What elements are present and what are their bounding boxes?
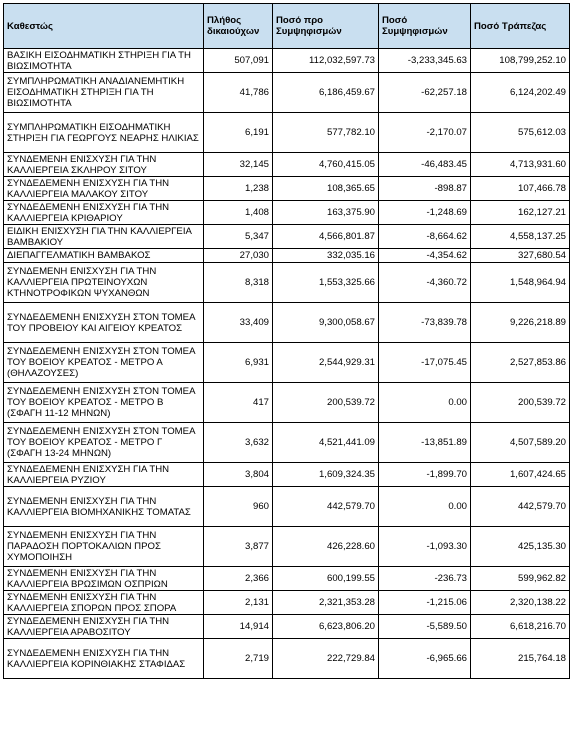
cell-offset-amount: -8,664.62 bbox=[379, 225, 471, 249]
table-body bbox=[4, 49, 570, 679]
cell-category: ΣΥΝΔΕΔΕΜΕΝΗ ΕΝΙΣΧΥΣΗ ΣΤΟΝ ΤΟΜΕΑ ΤΟΥ ΠΡΟΒΕΙΟΥ ΚΑΙ ΑΙΓΕΙΟΥ ΚΡΕΑΤΟΣ bbox=[4, 303, 204, 343]
cell-offset-amount: 0.00 bbox=[379, 383, 471, 423]
cell-beneficiaries: 14,914 bbox=[204, 615, 273, 639]
cell-offset-amount: 0.00 bbox=[379, 487, 471, 527]
payments-table bbox=[3, 3, 570, 679]
table-row bbox=[4, 249, 570, 263]
cell-beneficiaries: 417 bbox=[204, 383, 273, 423]
cell-offset-amount: -1,899.70 bbox=[379, 463, 471, 487]
cell-category: ΣΥΜΠΛΗΡΩΜΑΤΙΚΗ ΑΝΑΔΙΑΝΕΜΗΤΙΚΗ ΕΙΣΟΔΗΜΑΤΙΚΗ ΣΤΗΡΙΞΗ ΓΙΑ ΤΗ ΒΙΩΣΙΜΟΤΗΤΑ bbox=[4, 73, 204, 113]
cell-bank-amount: 4,558,137.25 bbox=[471, 225, 570, 249]
cell-beneficiaries: 2,366 bbox=[204, 567, 273, 591]
cell-amount-before-offset: 200,539.72 bbox=[273, 383, 379, 423]
cell-offset-amount: -3,233,345.63 bbox=[379, 49, 471, 73]
cell-amount-before-offset: 577,782.10 bbox=[273, 113, 379, 153]
cell-beneficiaries: 5,347 bbox=[204, 225, 273, 249]
cell-beneficiaries: 3,632 bbox=[204, 423, 273, 463]
cell-category: ΣΥΝΔΕΔΕΜΕΝΗ ΕΝΙΣΧΥΣΗ ΓΙΑ ΤΗΝ ΚΑΛΛΙΕΡΓΕΙΑ ΚΟΡΙΝΘΙΑΚΗΣ ΣΤΑΦΙΔΑΣ bbox=[4, 639, 204, 679]
cell-amount-before-offset: 1,553,325.66 bbox=[273, 263, 379, 303]
table-row bbox=[4, 177, 570, 201]
table-row bbox=[4, 113, 570, 153]
cell-offset-amount: -1,215.06 bbox=[379, 591, 471, 615]
header-offset-amount: Ποσό Συμψηφισμών bbox=[379, 4, 471, 49]
header-bank-amount: Ποσό Τράπεζας bbox=[471, 4, 570, 49]
cell-category: ΣΥΝΔΕΜΕΝΗ ΕΝΙΣΧΥΣΗ ΓΙΑ ΤΗΝ ΚΑΛΛΙΕΡΓΕΙΑ ΒΡΩΣΙΜΩΝ ΟΣΠΡΙΩΝ bbox=[4, 567, 204, 591]
cell-amount-before-offset: 332,035.16 bbox=[273, 249, 379, 263]
cell-amount-before-offset: 1,609,324.35 bbox=[273, 463, 379, 487]
cell-amount-before-offset: 442,579.70 bbox=[273, 487, 379, 527]
table-row bbox=[4, 73, 570, 113]
cell-category: ΣΥΜΠΛΗΡΩΜΑΤΙΚΗ ΕΙΣΟΔΗΜΑΤΙΚΗ ΣΤΗΡΙΞΗ ΓΙΑ ΓΕΩΡΓΟΥΣ ΝΕΑΡΗΣ ΗΛΙΚΙΑΣ bbox=[4, 113, 204, 153]
table-row bbox=[4, 567, 570, 591]
cell-offset-amount: -898.87 bbox=[379, 177, 471, 201]
cell-category: ΣΥΝΔΕΜΕΝΗ ΕΝΙΣΧΥΣΗ ΓΙΑ ΤΗΝ ΠΑΡΑΔΟΣΗ ΠΟΡΤΟΚΑΛΙΩΝ ΠΡΟΣ ΧΥΜΟΠΟΙΗΣΗ bbox=[4, 527, 204, 567]
cell-beneficiaries: 27,030 bbox=[204, 249, 273, 263]
cell-category: ΣΥΝΔΕΔΕΜΕΝΗ ΕΝΙΣΧΥΣΗ ΣΤΟΝ ΤΟΜΕΑ ΤΟΥ ΒΟΕΙΟΥ ΚΡΕΑΤΟΣ - ΜΕΤΡΟ Α (ΘΗΛΑΖΟΥΣΕΣ) bbox=[4, 343, 204, 383]
cell-bank-amount: 200,539.72 bbox=[471, 383, 570, 423]
cell-beneficiaries: 32,145 bbox=[204, 153, 273, 177]
cell-bank-amount: 4,507,589.20 bbox=[471, 423, 570, 463]
cell-beneficiaries: 2,131 bbox=[204, 591, 273, 615]
cell-offset-amount: -13,851.89 bbox=[379, 423, 471, 463]
cell-bank-amount: 1,548,964.94 bbox=[471, 263, 570, 303]
cell-category: ΣΥΝΔΕΔΕΜΕΝΗ ΕΝΙΣΧΥΣΗ ΓΙΑ ΤΗΝ ΚΑΛΛΙΕΡΓΕΙΑ ΡΥΖΙΟΥ bbox=[4, 463, 204, 487]
cell-bank-amount: 425,135.30 bbox=[471, 527, 570, 567]
cell-offset-amount: -73,839.78 bbox=[379, 303, 471, 343]
cell-bank-amount: 575,612.03 bbox=[471, 113, 570, 153]
cell-offset-amount: -236.73 bbox=[379, 567, 471, 591]
cell-amount-before-offset: 9,300,058.67 bbox=[273, 303, 379, 343]
table-row bbox=[4, 263, 570, 303]
cell-bank-amount: 442,579.70 bbox=[471, 487, 570, 527]
cell-category: ΣΥΝΔΕΜΕΝΗ ΕΝΙΣΧΥΣΗ ΓΙΑ ΤΗΝ ΚΑΛΛΙΕΡΓΕΙΑ ΣΠΟΡΩΝ ΠΡΟΣ ΣΠΟΡΑ bbox=[4, 591, 204, 615]
cell-bank-amount: 599,962.82 bbox=[471, 567, 570, 591]
cell-amount-before-offset: 6,623,806.20 bbox=[273, 615, 379, 639]
cell-bank-amount: 6,124,202.49 bbox=[471, 73, 570, 113]
table-row bbox=[4, 527, 570, 567]
cell-amount-before-offset: 112,032,597.73 bbox=[273, 49, 379, 73]
cell-amount-before-offset: 426,228.60 bbox=[273, 527, 379, 567]
cell-bank-amount: 107,466.78 bbox=[471, 177, 570, 201]
cell-bank-amount: 9,226,218.89 bbox=[471, 303, 570, 343]
cell-amount-before-offset: 108,365.65 bbox=[273, 177, 379, 201]
cell-offset-amount: -5,589.50 bbox=[379, 615, 471, 639]
cell-bank-amount: 4,713,931.60 bbox=[471, 153, 570, 177]
cell-bank-amount: 1,607,424.65 bbox=[471, 463, 570, 487]
cell-bank-amount: 2,527,853.86 bbox=[471, 343, 570, 383]
table-row bbox=[4, 487, 570, 527]
cell-category: ΣΥΝΔΕΔΕΜΕΝΗ ΕΝΙΣΧΥΣΗ ΣΤΟΝ ΤΟΜΕΑ ΤΟΥ ΒΟΕΙΟΥ ΚΡΕΑΤΟΣ - ΜΕΤΡΟ Β (ΣΦΑΓΗ 11-12 ΜΗΝΩΝ) bbox=[4, 383, 204, 423]
table-row bbox=[4, 49, 570, 73]
header-amount-before-offset: Ποσό προ Συμψηφισμών bbox=[273, 4, 379, 49]
table-row bbox=[4, 383, 570, 423]
cell-category: ΣΥΝΔΕΜΕΝΗ ΕΝΙΣΧΥΣΗ ΓΙΑ ΤΗΝ ΚΑΛΛΙΕΡΓΕΙΑ ΠΡΩΤΕΙΝΟΥΧΩΝ ΚΤΗΝΟΤΡΟΦΙΚΩΝ ΨΥΧΑΝΘΩΝ bbox=[4, 263, 204, 303]
header-category: Καθεστώς bbox=[4, 4, 204, 49]
table-row bbox=[4, 639, 570, 679]
cell-category: ΕΙΔΙΚΗ ΕΝΙΣΧΥΣΗ ΓΙΑ ΤΗΝ ΚΑΛΛΙΕΡΓΕΙΑ ΒΑΜΒΑΚΙΟΥ bbox=[4, 225, 204, 249]
cell-beneficiaries: 1,238 bbox=[204, 177, 273, 201]
table-row bbox=[4, 303, 570, 343]
cell-offset-amount: -2,170.07 bbox=[379, 113, 471, 153]
table-row bbox=[4, 153, 570, 177]
cell-bank-amount: 327,680.54 bbox=[471, 249, 570, 263]
cell-amount-before-offset: 4,760,415.05 bbox=[273, 153, 379, 177]
cell-category: ΣΥΝΔΕΜΕΝΗ ΕΝΙΣΧΥΣΗ ΓΙΑ ΤΗΝ ΚΑΛΛΙΕΡΓΕΙΑ ΒΙΟΜΗΧΑΝΙΚΗΣ ΤΟΜΑΤΑΣ bbox=[4, 487, 204, 527]
cell-amount-before-offset: 2,321,353.28 bbox=[273, 591, 379, 615]
cell-category: ΣΥΝΔΕΔΕΜΕΝΗ ΕΝΙΣΧΥΣΗ ΓΙΑ ΤΗΝ ΚΑΛΛΙΕΡΓΕΙΑ ΑΡΑΒΟΣΙΤΟΥ bbox=[4, 615, 204, 639]
cell-beneficiaries: 41,786 bbox=[204, 73, 273, 113]
table-row bbox=[4, 225, 570, 249]
cell-beneficiaries: 960 bbox=[204, 487, 273, 527]
cell-beneficiaries: 3,877 bbox=[204, 527, 273, 567]
table-row bbox=[4, 201, 570, 225]
cell-offset-amount: -4,360.72 bbox=[379, 263, 471, 303]
table-row bbox=[4, 423, 570, 463]
cell-bank-amount: 2,320,138.22 bbox=[471, 591, 570, 615]
cell-amount-before-offset: 6,186,459.67 bbox=[273, 73, 379, 113]
cell-offset-amount: -1,093.30 bbox=[379, 527, 471, 567]
cell-amount-before-offset: 4,521,441.09 bbox=[273, 423, 379, 463]
cell-beneficiaries: 6,191 bbox=[204, 113, 273, 153]
cell-category: ΔΙΕΠΑΓΓΕΛΜΑΤΙΚΗ ΒΑΜΒΑΚΟΣ bbox=[4, 249, 204, 263]
cell-beneficiaries: 8,318 bbox=[204, 263, 273, 303]
cell-offset-amount: -62,257.18 bbox=[379, 73, 471, 113]
cell-beneficiaries: 507,091 bbox=[204, 49, 273, 73]
cell-offset-amount: -1,248.69 bbox=[379, 201, 471, 225]
cell-bank-amount: 6,618,216.70 bbox=[471, 615, 570, 639]
cell-amount-before-offset: 4,566,801.87 bbox=[273, 225, 379, 249]
table-row bbox=[4, 591, 570, 615]
table-row bbox=[4, 615, 570, 639]
cell-offset-amount: -46,483.45 bbox=[379, 153, 471, 177]
cell-beneficiaries: 2,719 bbox=[204, 639, 273, 679]
cell-category: ΒΑΣΙΚΗ ΕΙΣΟΔΗΜΑΤΙΚΗ ΣΤΗΡΙΞΗ ΓΙΑ ΤΗ ΒΙΩΣΙΜΟΤΗΤΑ bbox=[4, 49, 204, 73]
cell-amount-before-offset: 600,199.55 bbox=[273, 567, 379, 591]
cell-category: ΣΥΝΔΕΔΕΜΕΝΗ ΕΝΙΣΧΥΣΗ ΓΙΑ ΤΗΝ ΚΑΛΛΙΕΡΓΕΙΑ ΚΡΙΘΑΡΙΟΥ bbox=[4, 201, 204, 225]
header-beneficiaries: Πλήθος δικαιούχων bbox=[204, 4, 273, 49]
table-row bbox=[4, 343, 570, 383]
header-row bbox=[4, 4, 570, 49]
cell-beneficiaries: 33,409 bbox=[204, 303, 273, 343]
cell-amount-before-offset: 163,375.90 bbox=[273, 201, 379, 225]
cell-beneficiaries: 1,408 bbox=[204, 201, 273, 225]
table-row bbox=[4, 463, 570, 487]
cell-category: ΣΥΝΔΕΔΕΜΕΝΗ ΕΝΙΣΧΥΣΗ ΣΤΟΝ ΤΟΜΕΑ ΤΟΥ ΒΟΕΙΟΥ ΚΡΕΑΤΟΣ - ΜΕΤΡΟ Γ (ΣΦΑΓΗ 13-24 ΜΗΝΩΝ) bbox=[4, 423, 204, 463]
cell-offset-amount: -17,075.45 bbox=[379, 343, 471, 383]
cell-bank-amount: 162,127.21 bbox=[471, 201, 570, 225]
cell-bank-amount: 215,764.18 bbox=[471, 639, 570, 679]
cell-category: ΣΥΝΔΕΔΕΜΕΝΗ ΕΝΙΣΧΥΣΗ ΓΙΑ ΤΗΝ ΚΑΛΛΙΕΡΓΕΙΑ ΜΑΛΑΚΟΥ ΣΙΤΟΥ bbox=[4, 177, 204, 201]
cell-offset-amount: -4,354.62 bbox=[379, 249, 471, 263]
cell-offset-amount: -6,965.66 bbox=[379, 639, 471, 679]
cell-beneficiaries: 6,931 bbox=[204, 343, 273, 383]
cell-bank-amount: 108,799,252.10 bbox=[471, 49, 570, 73]
cell-category: ΣΥΝΔΕΜΕΝΗ ΕΝΙΣΧΥΣΗ ΓΙΑ ΤΗΝ ΚΑΛΛΙΕΡΓΕΙΑ ΣΚΛΗΡΟΥ ΣΙΤΟΥ bbox=[4, 153, 204, 177]
cell-amount-before-offset: 222,729.84 bbox=[273, 639, 379, 679]
cell-amount-before-offset: 2,544,929.31 bbox=[273, 343, 379, 383]
cell-beneficiaries: 3,804 bbox=[204, 463, 273, 487]
